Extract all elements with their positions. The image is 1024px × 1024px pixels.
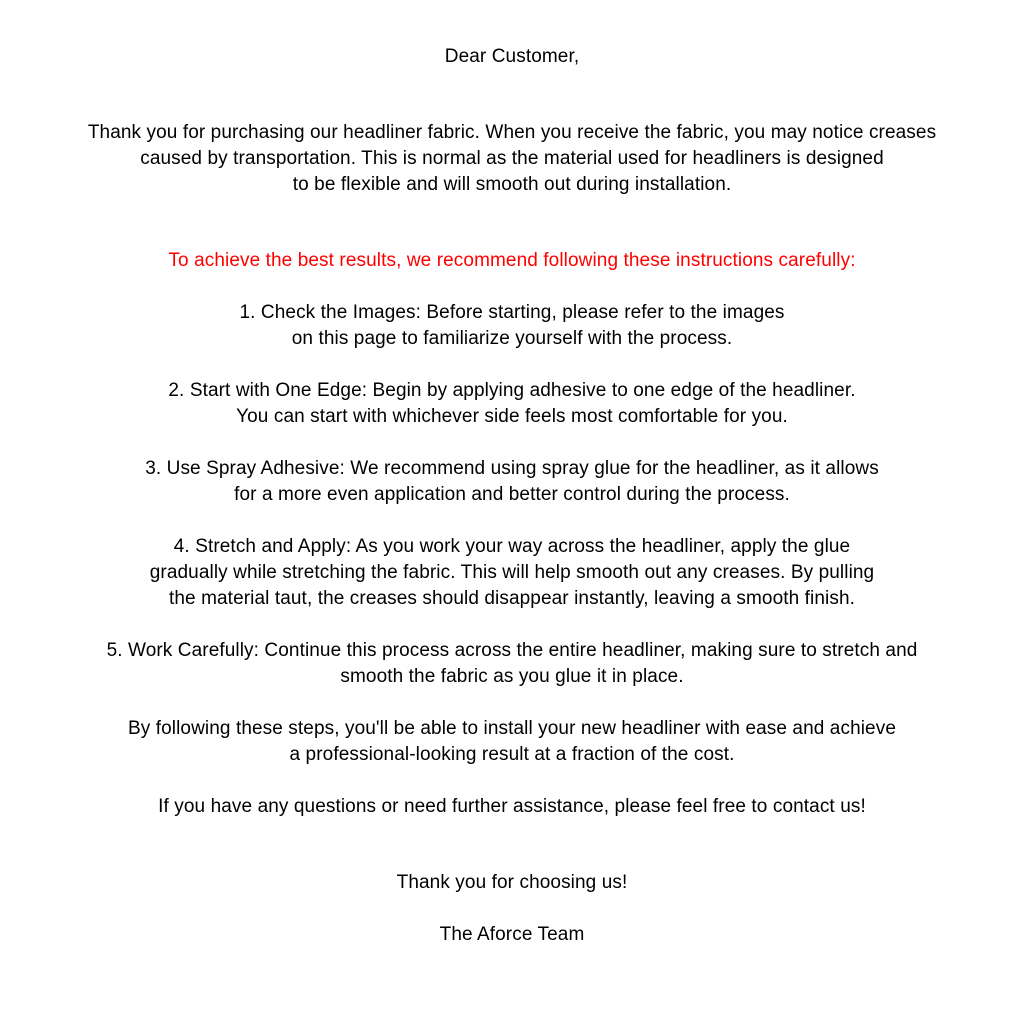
intro-line: to be flexible and will smooth out during installation. <box>292 174 732 195</box>
step-4-line: 4. Stretch and Apply: As you work your way across the headliner, apply the glue <box>173 536 851 557</box>
instructions-heading <box>12 248 1012 274</box>
salutation-text: Dear Customer, <box>444 46 580 67</box>
customer-letter <box>12 0 1012 948</box>
salutation <box>12 44 1012 70</box>
signature <box>12 922 1012 948</box>
step-3-line: for a more even application and better control during the process. <box>234 484 790 505</box>
instructions-heading-text: To achieve the best results, we recommend following these instructions carefully: <box>168 250 856 271</box>
step-4 <box>12 534 1012 612</box>
signature-text: The Aforce Team <box>439 924 585 945</box>
thanks-line <box>12 870 1012 896</box>
step-4-line: gradually while stretching the fabric. This will help smooth out any creases. By pulling <box>149 562 875 583</box>
contact-text: If you have any questions or need further assistance, please feel free to contact us! <box>158 796 866 817</box>
intro-line: Thank you for purchasing our headliner fabric. When you receive the fabric, you may notice creases <box>87 122 937 143</box>
step-3-line: 3. Use Spray Adhesive: We recommend using spray glue for the headliner, as it allows <box>145 458 879 479</box>
step-2-line: You can start with whichever side feels most comfortable for you. <box>236 406 788 427</box>
step-5-line: smooth the fabric as you glue it in place. <box>340 666 684 687</box>
step-5-line: 5. Work Carefully: Continue this process across the entire headliner, making sure to stretch and <box>106 640 918 661</box>
step-2-line: 2. Start with One Edge: Begin by applying adhesive to one edge of the headliner. <box>168 380 856 401</box>
step-2 <box>12 378 1012 430</box>
step-3 <box>12 456 1012 508</box>
step-5 <box>12 638 1012 690</box>
step-1-line: 1. Check the Images: Before starting, please refer to the images <box>239 302 785 323</box>
step-1 <box>12 300 1012 352</box>
intro-paragraph <box>12 120 1012 198</box>
intro-line: caused by transportation. This is normal as the material used for headliners is designed <box>140 148 884 169</box>
contact-paragraph <box>12 794 1012 820</box>
benefit-line: a professional-looking result at a fraction of the cost. <box>289 744 735 765</box>
thanks-text: Thank you for choosing us! <box>396 872 628 893</box>
benefit-line: By following these steps, you'll be able to install your new headliner with ease and achieve <box>127 718 896 739</box>
step-1-line: on this page to familiarize yourself with the process. <box>291 328 733 349</box>
step-4-line: the material taut, the creases should disappear instantly, leaving a smooth finish. <box>169 588 855 609</box>
benefit-paragraph <box>12 716 1012 768</box>
